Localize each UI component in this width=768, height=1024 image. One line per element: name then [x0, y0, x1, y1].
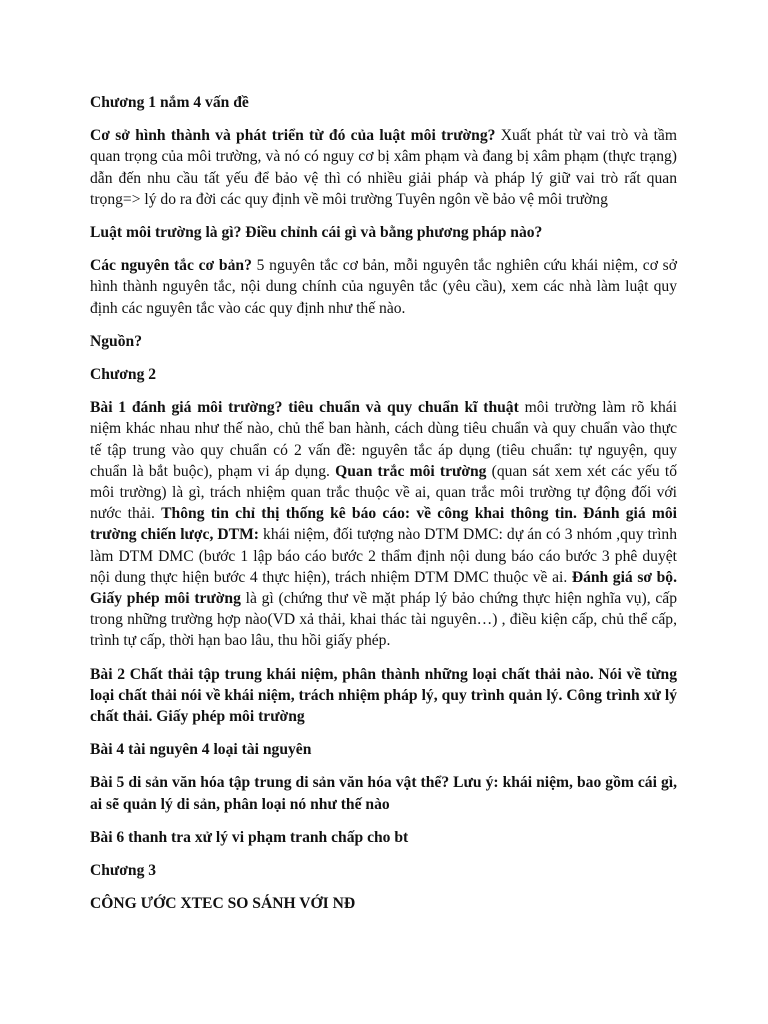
document-page [90, 92, 677, 927]
bai-1-text-1: môi trường làm rõ khái niệm khác nhau như thế nào, chủ thể ban hành, cách dùng tiêu chuẩn và quy chuẩn vào thực tế tập trung vào quy chuẩn có 2 vấn đề: nguyên tắc áp dụng (tiêu chuẩn: tự nguyện, quy chuẩn là bắt buộc), phạm vi áp dụng. [90, 399, 677, 480]
answer-nguyen-tac: 5 nguyên tắc cơ bản, mỗi nguyên tắc nghiên cứu khái niệm, cơ sở hình thành nguyên tắc, nội dung chính của nguyên tắc (yêu cầu), xem các nhà làm luật quy định các nguyên tắc vào các quy định như thế nào. [90, 257, 677, 317]
question-luat-moi-truong: Luật môi trường là gì? Điều chỉnh cái gì và bằng phương pháp nào? [90, 224, 543, 242]
paragraph-bai-5: Bài 5 di sản văn hóa tập trung di sản văn hóa vật thể? Lưu ý: khái niệm, bao gồm cái gì, ai sẽ quản lý di sản, phân loại nó như thế nào [90, 774, 677, 813]
question-co-so-hinh-thanh: Cơ sở hình thành và phát triển từ đó của luật môi trường? [90, 127, 496, 145]
bai-1-title: Bài 1 đánh giá môi trường? tiêu chuẩn và quy chuẩn kĩ thuật [90, 399, 519, 417]
bai-1-quan-trac: Quan trắc môi trường [335, 462, 487, 480]
bai-1-text-2: (quan sát xem xét các yếu tố môi trường) là gì, trách nhiệm quan trắc thuộc về ai, quan trắc môi trường tự động đối với nước thải. [90, 462, 677, 523]
answer-co-so-hinh-thanh: Xuất phát từ vai trò và tầm quan trọng của môi trường, và nó có nguy cơ bị xâm phạm và đang bị xâm phạm (thực trạng) dẫn đến nhu cầu tất yếu để bảo vệ thì có nhiều giải pháp và pháp lý giữ vai trò rất quan trọng=> lý do ra đời các quy định về môi trường Tuyên ngôn về bảo vệ môi trường [90, 127, 677, 208]
paragraph-bai-1 [90, 397, 677, 651]
paragraph-bai-2: Bài 2 Chất thải tập trung khái niệm, phân thành những loại chất thải nào. Nói về từng loại chất thải nói về khái niệm, trách nhiệm pháp lý, quy trình quản lý. Công trình xử lý chất thải. Giấy phép môi trường [90, 665, 677, 726]
paragraph-bai-6: Bài 6 thanh tra xử lý vi phạm tranh chấp cho bt [90, 828, 409, 846]
bai-1-danh-gia-so-bo: Đánh giá sơ bộ. Giấy phép môi trường [90, 568, 677, 608]
paragraph-co-so-hinh-thanh [90, 125, 677, 210]
question-nguon: Nguồn? [90, 332, 142, 350]
paragraph-bai-4: Bài 4 tài nguyên 4 loại tài nguyên [90, 741, 312, 759]
bai-1-thong-tin: Thông tin chỉ thị thống kê báo cáo: về công khai thông tin. Đánh giá môi trường chiến lược, DTM: [90, 505, 677, 544]
bai-1-text-4: là gì (chứng thư về mặt pháp lý bảo chứng thực hiện nghĩa vụ), cấp trong những trường hợp nào(VD xả thải, khai thác tài nguyên…) , điều kiện cấp, chủ thể cấp, trình tự cấp, thời hạn bao lâu, thu hồi giấy phép. [90, 590, 677, 650]
heading-chuong-1: Chương 1 nắm 4 vấn đề [90, 94, 249, 111]
paragraph-nguyen-tac [90, 255, 677, 319]
heading-chuong-3: Chương 3 [90, 862, 157, 880]
question-nguyen-tac: Các nguyên tắc cơ bản? [90, 257, 252, 275]
heading-chuong-2: Chương 2 [90, 366, 157, 384]
heading-cong-uoc: CÔNG ƯỚC XTEC SO SÁNH VỚI NĐ [90, 895, 356, 913]
bai-1-text-3: khái niệm, đối tượng nào DTM DMC: dự án có 3 nhóm ,quy trình làm DTM DMC (bước 1 lập báo cáo bước 2 thẩm định nội dung báo cáo bước 3 phê duyệt nội dung thực hiện bước 4 thực hiện), trách nhiệm DTM DMC thuộc về ai. [90, 526, 677, 586]
